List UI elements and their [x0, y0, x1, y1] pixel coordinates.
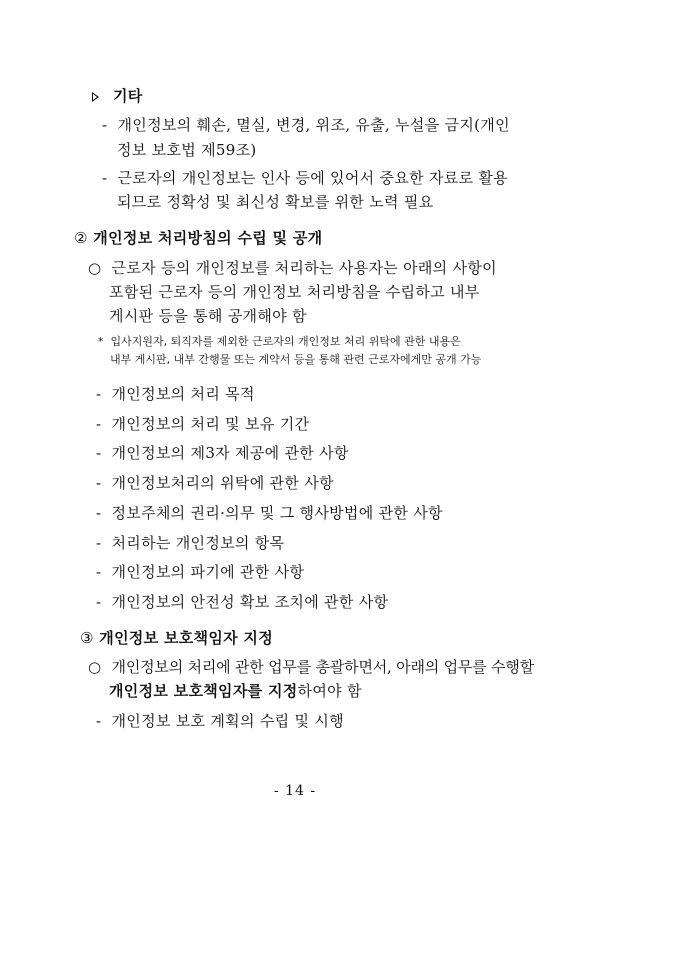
list-item-text: 정보주체의 권리·의무 및 그 행사방법에 관한 사항 [111, 504, 443, 522]
bullet-text: 개인정보의 처리에 관한 업무를 총괄하면서, 아래의 업무를 수행할 [111, 658, 534, 676]
section-title-text: 개인정보 보호책임자 지정 [99, 629, 274, 647]
list-item-continuation: 되므로 정확성 및 최신성 확보를 위한 노력 필요 [117, 193, 434, 211]
list-item-text: 근로자의 개인정보는 인사 등에 있어서 중요한 자료로 활용 [117, 169, 508, 187]
list-item-text: 개인정보의 제3자 제공에 관한 사항 [111, 444, 349, 462]
list-item-text: 개인정보의 파기에 관한 사항 [111, 563, 305, 581]
list-item-text: 개인정보 보호 계획의 수립 및 시행 [111, 712, 344, 730]
list-item [96, 592, 388, 612]
section-title [74, 228, 322, 248]
list-item-continuation: 정보 보호법 제59조) [117, 141, 257, 159]
section-title-text: 개인정보 처리방침의 수립 및 공개 [93, 229, 323, 247]
bullet-continuation: 게시판 등을 통해 공개해야 함 [109, 307, 307, 325]
list-item-text: 처리하는 개인정보의 항목 [111, 534, 285, 552]
dash-marker: - [102, 169, 108, 187]
list-item [96, 473, 334, 493]
footnote-text: 입사지원자, 퇴직자를 제외한 근로자의 개인정보 처리 위탁에 관한 내용은 [110, 335, 461, 348]
list-item-text: 개인정보의 처리 목적 [111, 385, 255, 403]
list-item-text: 개인정보의 안전성 확보 조치에 관한 사항 [111, 593, 389, 611]
list-item [96, 384, 255, 404]
list-item [102, 115, 510, 135]
dash-marker: - [96, 593, 102, 611]
section-heading-other [92, 86, 143, 106]
bullet-text: 근로자 등의 개인정보를 처리하는 사용자는 아래의 사항이 [111, 259, 497, 277]
dash-marker: - [96, 504, 102, 522]
list-item [96, 711, 344, 731]
footnote [98, 334, 461, 349]
bullet-continuation [109, 681, 362, 701]
footnote-continuation: 내부 게시판, 내부 간행물 또는 계약서 등을 통해 관련 근로자에게만 공개 가능 [110, 353, 482, 366]
list-item [96, 562, 304, 582]
list-item [96, 414, 309, 434]
dash-marker: - [96, 534, 102, 552]
bullet-continuation: 포함된 근로자 등의 개인정보 처리방침을 수립하고 내부 [109, 283, 480, 301]
section-number: ② [74, 229, 88, 247]
dash-marker: - [96, 385, 102, 403]
dash-marker: - [96, 712, 102, 730]
list-item [96, 503, 443, 523]
list-item-text: 개인정보의 훼손, 멸실, 변경, 위조, 유출, 누설을 금지(개인 [117, 116, 510, 134]
list-item [102, 168, 508, 188]
triangle-bullet-icon [92, 92, 99, 102]
circle-bullet-item [88, 657, 534, 677]
section-heading-text: 기타 [113, 87, 143, 105]
section-title [80, 628, 273, 648]
circle-bullet-icon: ○ [88, 658, 102, 676]
bullet-text-rest: 하여야 함 [297, 682, 362, 700]
asterisk-marker: * [98, 335, 104, 348]
bullet-emphasis: 개인정보 보호책임자를 지정 [109, 682, 298, 700]
dash-marker: - [102, 116, 108, 134]
section-number: ③ [80, 629, 94, 647]
dash-marker: - [96, 415, 102, 433]
dash-marker: - [96, 474, 102, 492]
page-number: - 14 - [273, 783, 317, 799]
circle-bullet-icon: ○ [88, 259, 102, 277]
dash-marker: - [96, 563, 102, 581]
list-item [96, 533, 284, 553]
list-item-text: 개인정보처리의 위탁에 관한 사항 [111, 474, 334, 492]
dash-marker: - [96, 444, 102, 462]
list-item-text: 개인정보의 처리 및 보유 기간 [111, 415, 310, 433]
circle-bullet-item [88, 258, 497, 278]
list-item [96, 443, 349, 463]
